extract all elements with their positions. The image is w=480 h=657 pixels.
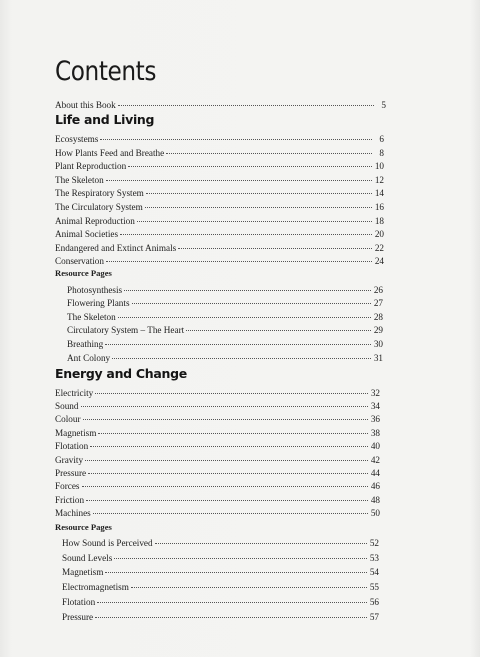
toc-entry [55, 242, 384, 254]
toc-entry [55, 454, 380, 466]
toc-entry-label: Circulatory System – The Heart [67, 325, 185, 336]
toc-entry [62, 581, 379, 593]
dot-leader [112, 358, 371, 359]
toc-entry-label: Breathing [67, 338, 104, 349]
toc-entry-page: 29 [373, 325, 383, 336]
dot-leader [105, 344, 371, 345]
dot-leader [106, 180, 372, 181]
toc-entry-label: Electricity [55, 387, 94, 398]
dot-leader [93, 513, 368, 514]
toc-entry-page: 27 [373, 298, 383, 309]
toc-entry [67, 324, 383, 336]
resource-pages-heading: Resource Pages [55, 522, 112, 532]
dot-leader [186, 330, 371, 331]
toc-entry-label: Electromagnetism [62, 582, 129, 593]
toc-entry-page: 24 [374, 256, 384, 267]
dot-leader [155, 543, 367, 544]
dot-leader [120, 234, 372, 235]
toc-entry [55, 480, 380, 492]
toc-entry-page: 14 [374, 188, 384, 199]
toc-entry-page: 26 [373, 284, 383, 295]
section-heading: Life and Living [55, 112, 155, 127]
dot-leader [106, 261, 372, 262]
toc-entry-page: 36 [370, 414, 380, 425]
toc-entry-label: Colour [55, 414, 81, 425]
toc-entry-page: 30 [373, 338, 383, 349]
toc-entry [67, 284, 383, 296]
dot-leader [131, 587, 367, 588]
dot-leader [98, 433, 368, 434]
dot-leader [132, 303, 371, 304]
toc-entry-label: Flotation [55, 441, 89, 452]
toc-entry-label: Plant Reproduction [55, 161, 127, 172]
toc-entry-label: Gravity [55, 454, 84, 465]
toc-entry-label: Machines [55, 508, 91, 519]
toc-entry-page: 31 [373, 352, 383, 363]
dot-leader [178, 248, 372, 249]
toc-entry-label: About this Book [55, 100, 116, 110]
toc-entry [55, 440, 380, 452]
toc-entry-page: 18 [374, 215, 384, 226]
toc-entry [62, 611, 379, 623]
section-heading: Energy and Change [55, 366, 187, 381]
toc-entry-label: Ant Colony [67, 352, 111, 363]
toc-entry [55, 99, 386, 111]
toc-entry-page: 52 [369, 538, 379, 548]
dot-leader [166, 153, 372, 154]
dot-leader [100, 139, 372, 140]
dot-leader [82, 486, 369, 487]
toc-entry-page: 54 [369, 567, 379, 578]
toc-entry [55, 187, 384, 199]
toc-entry-page: 53 [369, 552, 379, 563]
dot-leader [105, 572, 367, 573]
toc-entry-page: 57 [369, 611, 379, 622]
toc-entry-page: 50 [370, 508, 380, 519]
toc-entry [55, 201, 384, 213]
toc-entry-label: Pressure [62, 611, 94, 622]
toc-entry-label: Animal Reproduction [55, 215, 135, 226]
toc-entry-label: How Sound is Perceived [62, 538, 153, 548]
toc-entry [55, 507, 380, 519]
dot-leader [114, 558, 367, 559]
toc-entry-page: 34 [370, 400, 380, 411]
dot-leader [137, 221, 372, 222]
toc-entry [62, 537, 379, 549]
toc-entry-page: 55 [369, 582, 379, 593]
toc-entry-label: Pressure [55, 467, 87, 478]
toc-entry-label: Sound Levels [62, 552, 113, 563]
toc-entry-page: 42 [370, 454, 380, 465]
toc-entry-page: 12 [374, 174, 384, 185]
toc-entry-page: 40 [370, 441, 380, 452]
toc-entry-label: The Circulatory System [55, 202, 143, 212]
toc-entry-label: Animal Societies [55, 229, 119, 240]
toc-entry-page: 5 [381, 100, 386, 110]
page-title: Contents [55, 56, 157, 87]
toc-entry-page: 32 [370, 387, 380, 398]
toc-entry-label: The Skeleton [55, 174, 104, 185]
dot-leader [128, 166, 372, 167]
toc-entry-label: Sound [55, 400, 79, 411]
toc-entry [55, 467, 380, 479]
toc-entry [55, 133, 384, 145]
toc-entry-label: Friction [55, 494, 85, 505]
dot-leader [86, 500, 368, 501]
toc-entry-page: 8 [379, 147, 384, 158]
toc-entry-page: 48 [370, 494, 380, 505]
toc-entry [55, 494, 380, 506]
toc-entry-label: Magnetism [62, 567, 104, 578]
toc-entry [67, 338, 383, 350]
toc-entry [55, 160, 384, 172]
toc-entry [55, 255, 384, 267]
toc-entry-label: Forces [55, 481, 80, 492]
toc-entry-label: Photosynthesis [67, 284, 123, 295]
dot-leader [90, 446, 368, 447]
dot-leader [83, 419, 368, 420]
dot-leader [118, 105, 374, 106]
toc-entry [55, 147, 384, 159]
toc-entry-page: 46 [370, 481, 380, 492]
toc-entry [67, 297, 383, 309]
dot-leader [95, 393, 368, 394]
toc-entry-label: Endangered and Extinct Animals [55, 242, 177, 253]
toc-entry-page: 56 [369, 596, 379, 607]
toc-entry [67, 352, 383, 364]
toc-entry-label: Conservation [55, 256, 104, 267]
toc-entry-page: 28 [373, 311, 383, 322]
dot-leader [85, 460, 368, 461]
toc-entry [62, 552, 379, 564]
toc-entry-page: 38 [370, 427, 380, 438]
dot-leader [81, 406, 369, 407]
toc-entry-page: 16 [374, 202, 384, 212]
toc-entry [55, 228, 384, 240]
toc-entry-label: Magnetism [55, 427, 97, 438]
toc-entry-label: Flotation [62, 596, 96, 607]
toc-entry-label: Flowering Plants [67, 298, 130, 309]
toc-entry-label: The Respiratory System [55, 188, 144, 199]
toc-entry [55, 174, 384, 186]
dot-leader [124, 290, 371, 291]
dot-leader [97, 602, 367, 603]
toc-entry [55, 413, 380, 425]
dot-leader [146, 193, 372, 194]
toc-entry [55, 400, 380, 412]
toc-entry-page: 44 [370, 467, 380, 478]
dot-leader [118, 317, 371, 318]
toc-entry-page: 20 [374, 229, 384, 240]
toc-entry-label: Ecosystems [55, 134, 99, 144]
resource-pages-heading: Resource Pages [55, 268, 112, 278]
dot-leader [95, 617, 367, 618]
toc-entry-page: 22 [374, 242, 384, 253]
toc-entry [55, 215, 384, 227]
toc-entry-page: 6 [379, 134, 384, 144]
toc-entry-label: The Skeleton [67, 311, 116, 322]
toc-entry-page: 10 [374, 161, 384, 172]
toc-entry [62, 566, 379, 578]
toc-entry [62, 596, 379, 608]
dot-leader [145, 207, 372, 208]
toc-entry [55, 427, 380, 439]
toc-entry [55, 387, 380, 399]
toc-entry [67, 311, 383, 323]
toc-entry-label: How Plants Feed and Breathe [55, 147, 165, 158]
dot-leader [88, 473, 368, 474]
